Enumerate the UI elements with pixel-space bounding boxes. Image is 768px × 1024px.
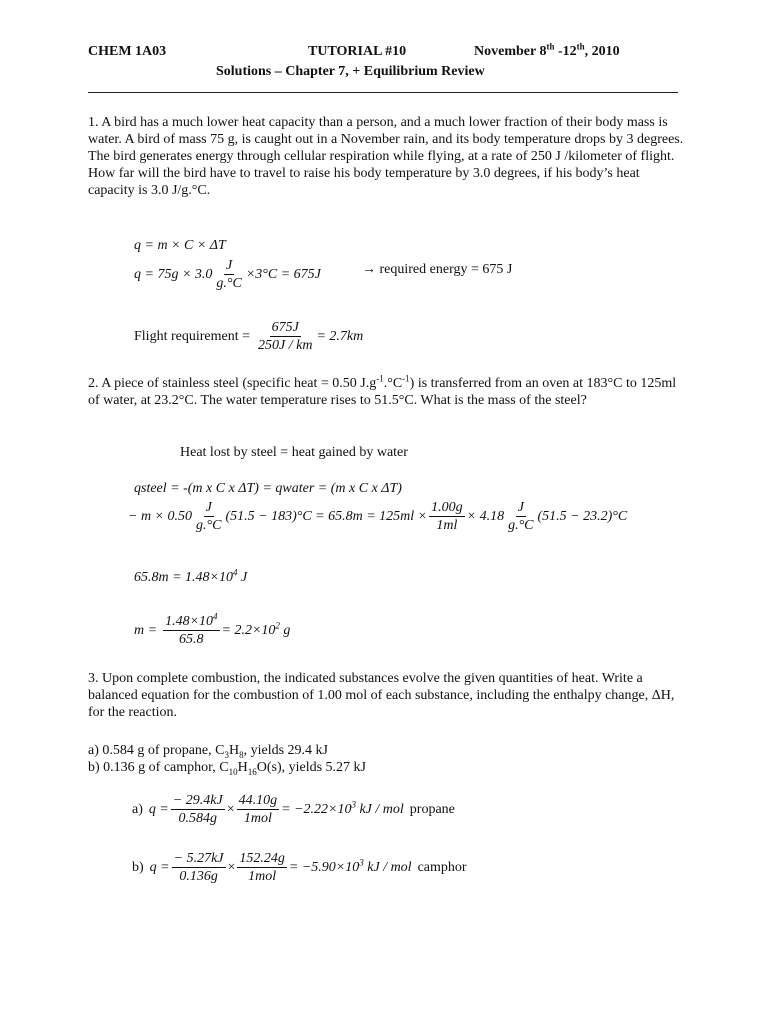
date-sup-1: th [546, 41, 555, 52]
page-subtitle: Solutions – Chapter 7, + Equilibrium Review [216, 64, 485, 79]
q3-sol-a-times: × [226, 801, 235, 817]
date-mid: -12 [554, 44, 577, 59]
q3-sol-b-fraction-1 [172, 851, 226, 884]
date-sup-2: th [576, 41, 585, 52]
q1-flight-result: = 2.7km [316, 328, 364, 344]
q1-required-energy-note: → required energy = 675 J [362, 262, 513, 277]
q2-eq2-frac2-den: 1ml [436, 518, 458, 533]
q1-flight-num: 675J [271, 320, 299, 335]
q2-heat-statement: Heat lost by steel = heat gained by water [180, 445, 408, 460]
q2-eq2-fraction-2 [429, 500, 465, 533]
q3-sol-a-res-b: kJ / mol [355, 801, 404, 817]
q1-calc-right: ×3°C = 675J [245, 266, 321, 282]
q3-sol-b-den1: 0.136g [179, 869, 218, 884]
q2-eq4-num [163, 611, 219, 631]
q3-item-a [88, 743, 328, 759]
q3-item-b-1: b) 0.136 g of camphor, C [88, 760, 229, 775]
q3-solution-b [132, 851, 467, 884]
q2-eq4-fraction [163, 611, 219, 647]
q3-sol-b-res-sup: 3 [359, 856, 364, 867]
q3-item-a-3: , yields 29.4 kJ [243, 743, 328, 758]
q3-sol-a-num1: − 29.4kJ [172, 793, 223, 808]
q2-eq2-frac1-den: g.°C [196, 518, 222, 533]
q2-eq2-end: (51.5 − 23.2)°C [537, 508, 628, 524]
question-2-text [88, 375, 688, 409]
q2-text-b: .°C [383, 376, 403, 391]
q3-sol-a-result [281, 798, 404, 818]
q3-item-b-sub-2: 16 [247, 766, 257, 777]
q3-item-b-2: H [237, 760, 248, 775]
q1-flight-requirement [134, 320, 363, 353]
q2-text-c: ) is transferred from an oven at 183°C to 125ml of water, at 23.2°C. The water temperature rises to 51.5°C. What is the mass of the steel? [88, 376, 677, 408]
q2-eq2-fraction-1 [194, 500, 223, 533]
q2-eq3-a: 65.8m = 1.48×10 [134, 570, 234, 585]
q3-sol-b-num2: 152.24g [239, 851, 285, 866]
date-prefix: November 8 [474, 44, 547, 59]
course-code: CHEM 1A03 [88, 44, 167, 59]
q2-equation-3 [134, 567, 248, 586]
header-divider [88, 92, 678, 93]
q2-eq4-num-sup: 4 [213, 611, 218, 622]
q3-sol-a-den2: 1mol [243, 811, 272, 826]
q3-sol-a-label: a) [132, 801, 143, 817]
q3-sol-b-den2: 1mol [248, 869, 277, 884]
q3-sol-b-times: × [227, 859, 236, 875]
q3-sol-b-name: camphor [417, 859, 467, 875]
q2-eq4-num-a: 1.48×10 [165, 614, 214, 629]
q3-sol-b-num1: − 5.27kJ [173, 851, 224, 866]
q3-item-b [88, 760, 366, 776]
q3-sol-b-res-b: kJ / mol [363, 859, 412, 875]
date-suffix: , 2010 [584, 44, 620, 59]
q2-eq4-rhs-a: = 2.2×10 [221, 622, 276, 638]
q2-eq4-rhs [221, 619, 291, 639]
q3-item-a-sub-1: 3 [224, 749, 229, 760]
q2-eq4-rhs-b: g [279, 622, 291, 638]
question-3-text: 3. Upon complete combustion, the indicated substances evolve the given quantities of heat. Write a balanced equation for the combustion of 1.00 mol of each substance, including the enthalpy change, ΔH, for the reaction. [88, 671, 675, 720]
q2-eq2-fraction-3 [506, 500, 535, 533]
q3-sol-b-res-a: = −5.90×10 [288, 859, 360, 875]
q3-item-a-1: a) 0.584 g of propane, C [88, 743, 225, 758]
q1-calc-frac-num: J [226, 258, 233, 273]
q2-eq2-frac1-num: J [205, 500, 212, 515]
q2-equation-1: qsteel = -(m x C x ΔT) = qwater = (m x C x ΔT) [134, 481, 402, 496]
q3-item-a-sub-2: 8 [239, 749, 244, 760]
tutorial-dates [474, 41, 620, 60]
q2-eq4-rhs-sup: 2 [275, 619, 280, 630]
q2-eq3-b: J [237, 570, 248, 585]
q3-sol-a-res-a: = −2.22×10 [281, 801, 352, 817]
q2-equation-4 [134, 611, 291, 647]
q2-text-sup-1: -1 [376, 373, 384, 384]
q3-sol-a-num2: 44.10g [238, 793, 278, 808]
q1-calc-frac-den: g.°C [216, 276, 242, 291]
q3-sol-b-q: q = [149, 859, 170, 875]
q2-eq2-mid2: × 4.18 [466, 508, 505, 524]
q1-flight-fraction [256, 320, 314, 353]
q3-sol-a-fraction-2 [237, 793, 280, 826]
q2-eq2-mid: (51.5 − 183)°C = 65.8m = 125ml × [225, 508, 428, 524]
q2-eq2-frac3-den: g.°C [508, 518, 534, 533]
q2-eq2-frac2-num: 1.00g [431, 500, 463, 515]
q3-sol-b-result [288, 856, 412, 876]
q3-solution-a [132, 793, 455, 826]
q3-sol-b-fraction-2 [237, 851, 287, 884]
q3-sol-a-den1: 0.584g [178, 811, 218, 826]
q2-eq4-den: 65.8 [179, 632, 204, 647]
q1-calculation [134, 258, 321, 291]
q1-formula: q = m × C × ΔT [134, 238, 226, 253]
q2-text-a: 2. A piece of stainless steel (specific heat = 0.50 J.g [88, 376, 377, 391]
q2-eq2-start: − m × 0.50 [128, 508, 193, 524]
q1-calc-fraction [214, 258, 243, 291]
question-1-text: 1. A bird has a much lower heat capacity than a person, and a much lower fraction of their body mass is water. A bird of mass 75 g, is caught out in a November rain, and its body temperature drops by 3 degrees. The bird generates energy through cellular respiration while flying, at a rate of 250 J /kilometer of flight. How far will the bird have to travel to raise his body temperature by 3.0 degrees, if his body’s heat capacity is 3.0 J/g.°C. [88, 115, 684, 198]
q1-flight-label: Flight requirement = [134, 328, 250, 344]
q1-flight-den: 250J / km [258, 338, 313, 353]
q3-sol-a-res-sup: 3 [351, 798, 356, 809]
q3-item-b-3: O(s), yields 5.27 kJ [256, 760, 366, 775]
q3-sol-b-label: b) [132, 859, 144, 875]
q3-item-b-sub-1: 10 [228, 766, 238, 777]
q3-sol-a-fraction-1 [171, 793, 225, 826]
q1-calc-left: q = 75g × 3.0 [134, 266, 213, 282]
q2-text-sup-2: -1 [402, 373, 410, 384]
q3-sol-a-q: q = [148, 801, 169, 817]
q3-sol-a-name: propane [409, 801, 455, 817]
q2-eq2-frac3-num: J [517, 500, 524, 515]
q2-equation-2 [128, 500, 627, 533]
q2-eq3-sup: 4 [233, 567, 238, 578]
q2-eq4-lhs: m = [134, 622, 158, 638]
tutorial-number: TUTORIAL #10 [308, 44, 407, 59]
q3-item-a-2: H [228, 743, 240, 758]
